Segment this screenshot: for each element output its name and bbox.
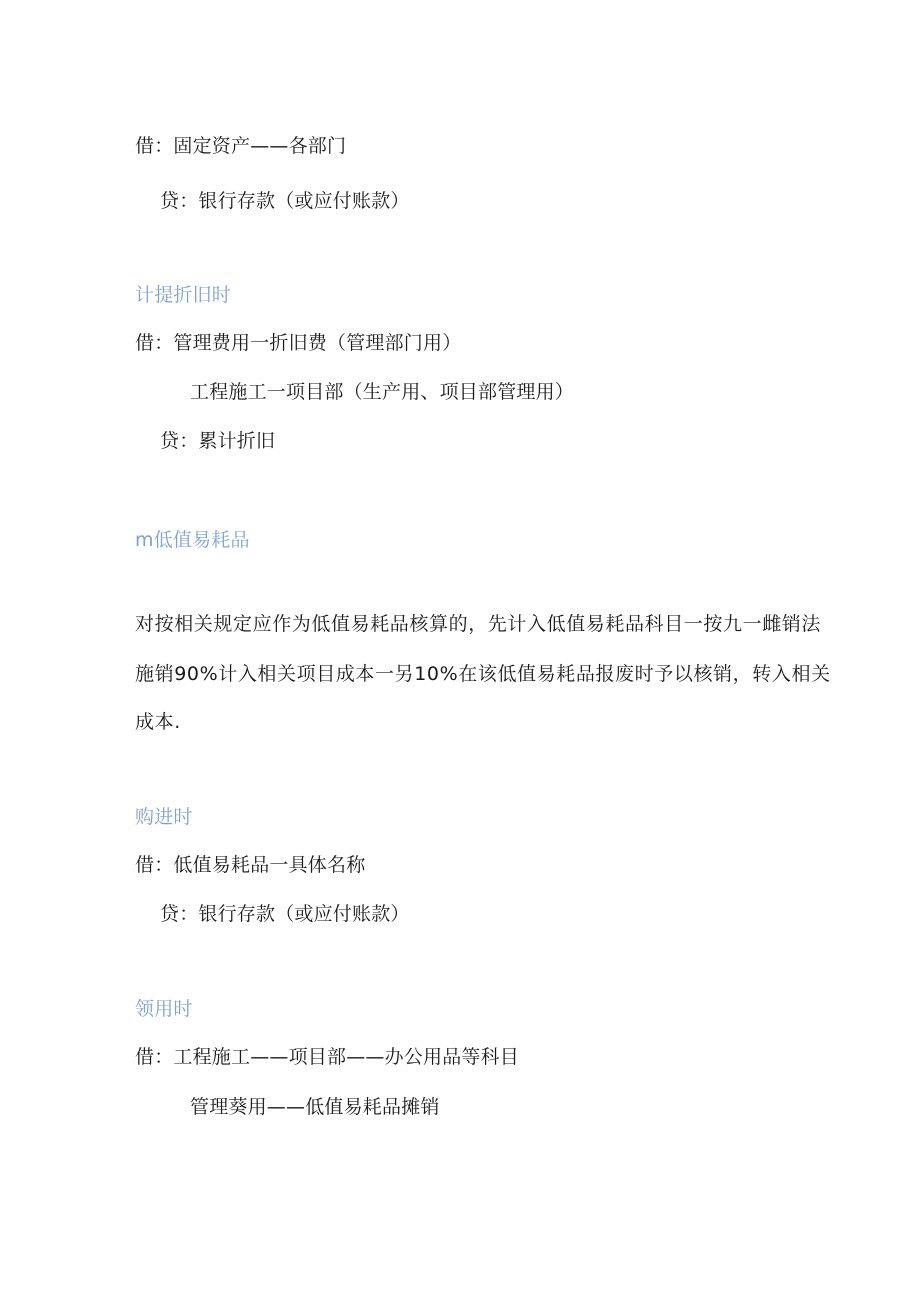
fixed-asset-credit: 贷：银行存款（或应付账款） <box>160 190 410 212</box>
fixed-asset-debit: 借：固定资产——各部门 <box>135 135 347 157</box>
use-debit-2: 管理葵用——低值易耗品摊销 <box>190 1096 440 1118</box>
low-value-paragraph-line-2: 施销90%计入相关项目成本一另10%在该低值易耗品报废时予以核销，转入相关 <box>135 663 831 685</box>
use-heading: 领用时 <box>135 998 193 1020</box>
depreciation-heading: 计提折旧时 <box>135 284 232 306</box>
purchase-debit: 借：低值易耗品一具体名称 <box>135 854 366 876</box>
purchase-heading: 购进时 <box>135 806 193 828</box>
low-value-heading: m低值易耗品 <box>135 529 250 551</box>
low-value-paragraph-line-1: 对按相关规定应作为低值易耗品核算的，先计入低值易耗品科目一按九一雌销法 <box>135 613 822 635</box>
depreciation-credit: 贷：累计折旧 <box>160 430 276 452</box>
use-debit-1: 借：工程施工——项目部——办公用品等科目 <box>135 1046 520 1068</box>
low-value-paragraph-line-3: 成本. <box>135 711 181 733</box>
purchase-credit: 贷：银行存款（或应付账款） <box>160 903 410 925</box>
depreciation-debit-1: 借：管理费用一折旧费（管理部门用） <box>135 332 462 354</box>
depreciation-debit-2: 工程施工一项目部（生产用、项目部管理用） <box>190 381 575 403</box>
